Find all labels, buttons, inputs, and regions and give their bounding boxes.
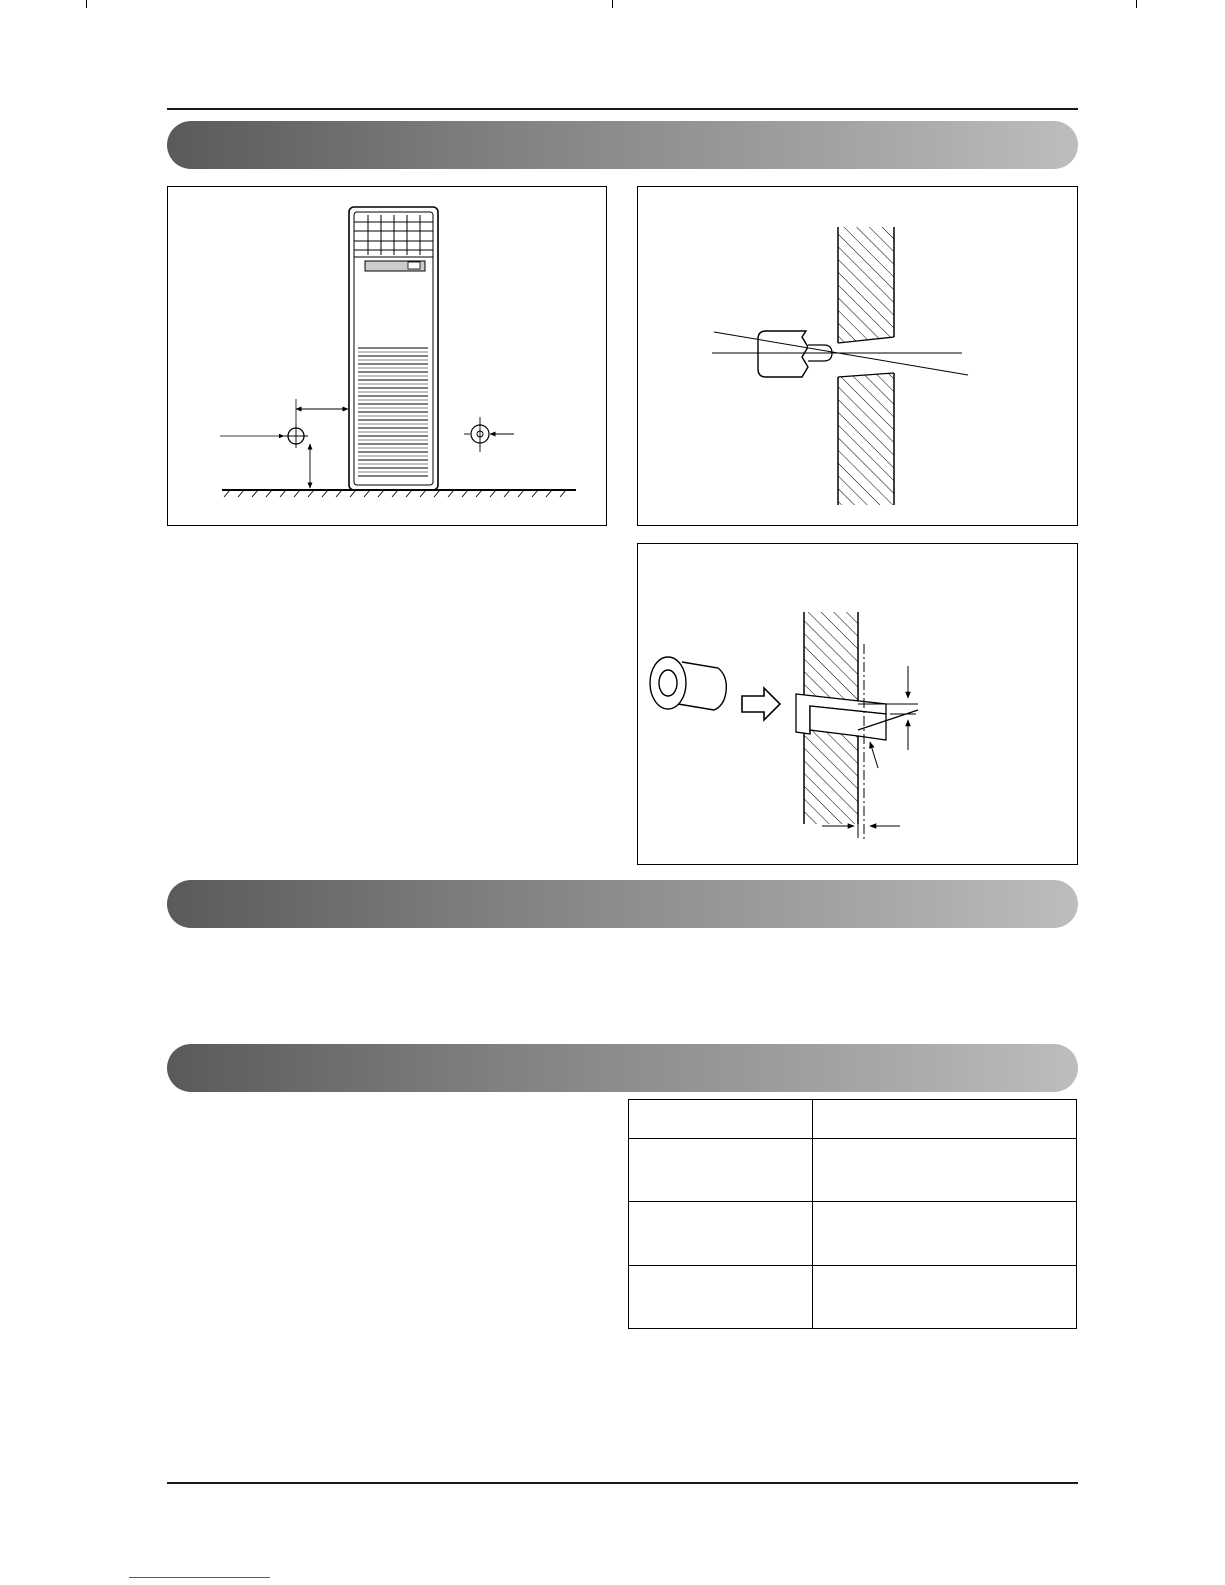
table-row: [629, 1202, 1077, 1265]
section-heading-band-2: [167, 880, 1078, 928]
wall-sleeve-figure: [637, 543, 1078, 865]
wall-lower: [838, 373, 894, 505]
hyperlink-underline[interactable]: [129, 1577, 270, 1578]
table-cell: [813, 1202, 1077, 1265]
table-row: [629, 1139, 1077, 1202]
table-cell: [629, 1265, 813, 1328]
header-rule: [167, 108, 1078, 110]
unit-clearance-drawing: [168, 187, 608, 527]
wall-drilling-figure: [637, 186, 1078, 526]
table-cell: [629, 1202, 813, 1265]
crop-mark-center: [612, 0, 613, 8]
section-heading-band-1: [167, 121, 1078, 169]
wall-sleeve-drawing: [638, 544, 1079, 866]
drill-bit: [758, 331, 832, 377]
unit-clearance-figure: [167, 186, 607, 526]
table-cell: [813, 1139, 1077, 1202]
wall-lower: [804, 730, 858, 824]
right-hole-marker: [464, 417, 514, 452]
wall-drilling-drawing: [638, 187, 1079, 527]
insert-direction-arrow: [742, 688, 780, 720]
sleeve-part: [650, 657, 726, 710]
table-cell: [629, 1139, 813, 1202]
table-header-row: [629, 1100, 1077, 1139]
section-heading-band-3: [167, 1044, 1078, 1092]
crop-mark-left: [86, 0, 87, 8]
wall-upper: [804, 612, 858, 704]
wall-upper: [838, 227, 894, 343]
table-cell: [813, 1100, 1077, 1139]
footer-rule: [167, 1482, 1078, 1484]
crop-mark-right: [1136, 0, 1137, 8]
spec-table: [628, 1099, 1077, 1329]
table-cell: [629, 1100, 813, 1139]
table-row: [629, 1265, 1077, 1328]
table-cell: [813, 1265, 1077, 1328]
left-hole-marker: [220, 399, 348, 488]
